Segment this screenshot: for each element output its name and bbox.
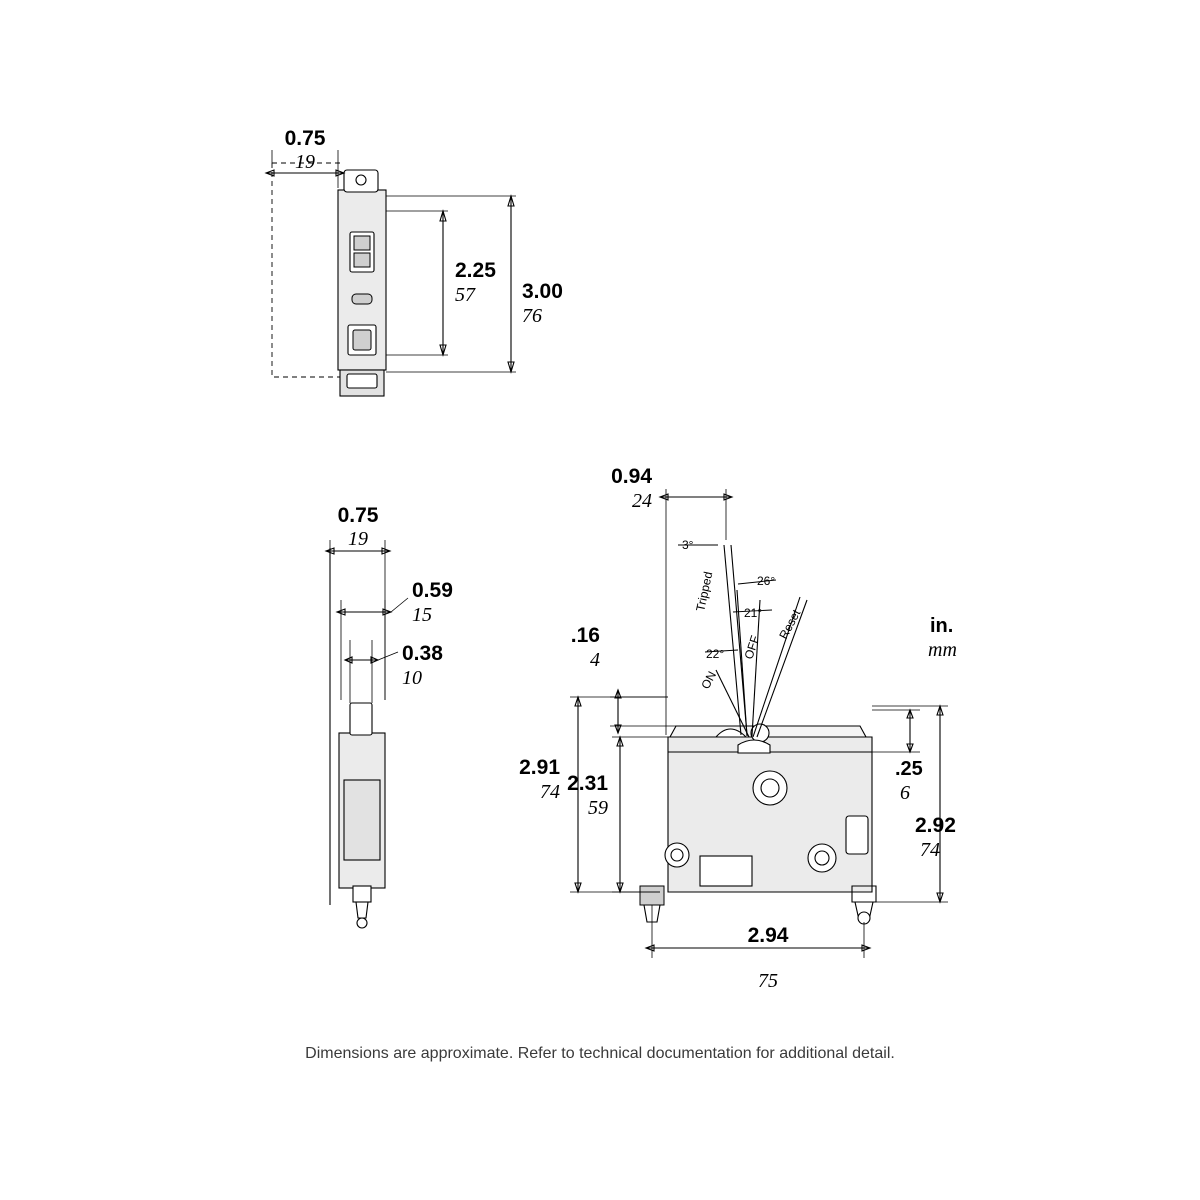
side-profile-view [326, 504, 453, 928]
breaker-section-view [519, 465, 956, 992]
dim-lip-height-inch: .16 [570, 624, 600, 647]
front-elevation-view [266, 127, 563, 396]
label-reset: Reset [776, 607, 804, 642]
dim-overall-height-main-inch: 2.91 [519, 756, 560, 779]
dim-side-mid-mm: 15 [412, 604, 432, 626]
dim-handle-offset-inch: 0.94 [611, 465, 652, 488]
label-off: OFF [741, 633, 763, 661]
angle-tripped: 3° [682, 538, 694, 552]
angle-reset: 26° [757, 574, 776, 588]
dim-overall-width-inch: 2.94 [747, 924, 789, 947]
dim-handle-offset-mm: 24 [632, 490, 652, 512]
dim-side-stud-inch: 0.38 [402, 642, 443, 665]
dim-right-step-inch: .25 [895, 758, 923, 780]
dim-overall-height-mm: 76 [522, 305, 542, 327]
dim-overall-height-inch: 3.00 [522, 280, 563, 303]
dim-lip-height-mm: 4 [590, 649, 600, 671]
units-mm-label: mm [928, 639, 957, 661]
dim-side-stud-mm: 10 [402, 667, 422, 689]
dim-top-width-mm: 19 [295, 151, 315, 173]
dim-handle-height-mm: 57 [455, 284, 475, 306]
footer-note: Dimensions are approximate. Refer to technical documentation for additional detail. [305, 1045, 895, 1062]
label-on: ON [698, 668, 720, 692]
angle-on: 22° [706, 647, 725, 661]
dim-top-width-inch: 0.75 [284, 127, 326, 150]
dim-right-overall-inch: 2.92 [915, 814, 956, 837]
dim-side-mid-inch: 0.59 [412, 579, 453, 602]
dim-side-width-mm: 19 [348, 528, 368, 550]
dim-overall-height-main-mm: 74 [540, 781, 560, 803]
units-legend [928, 615, 957, 661]
label-tripped: Tripped [693, 570, 716, 613]
dim-overall-width-mm: 75 [758, 970, 778, 992]
dim-right-overall-mm: 74 [920, 839, 940, 861]
units-inch-label: in. [930, 615, 954, 637]
dim-body-height-inch: 2.31 [567, 772, 608, 795]
dim-handle-height-inch: 2.25 [455, 259, 496, 282]
dim-body-height-mm: 59 [588, 797, 608, 819]
angle-off: 21° [744, 606, 763, 620]
dim-right-step-mm: 6 [900, 782, 910, 804]
dim-side-width-inch: 0.75 [337, 504, 379, 527]
